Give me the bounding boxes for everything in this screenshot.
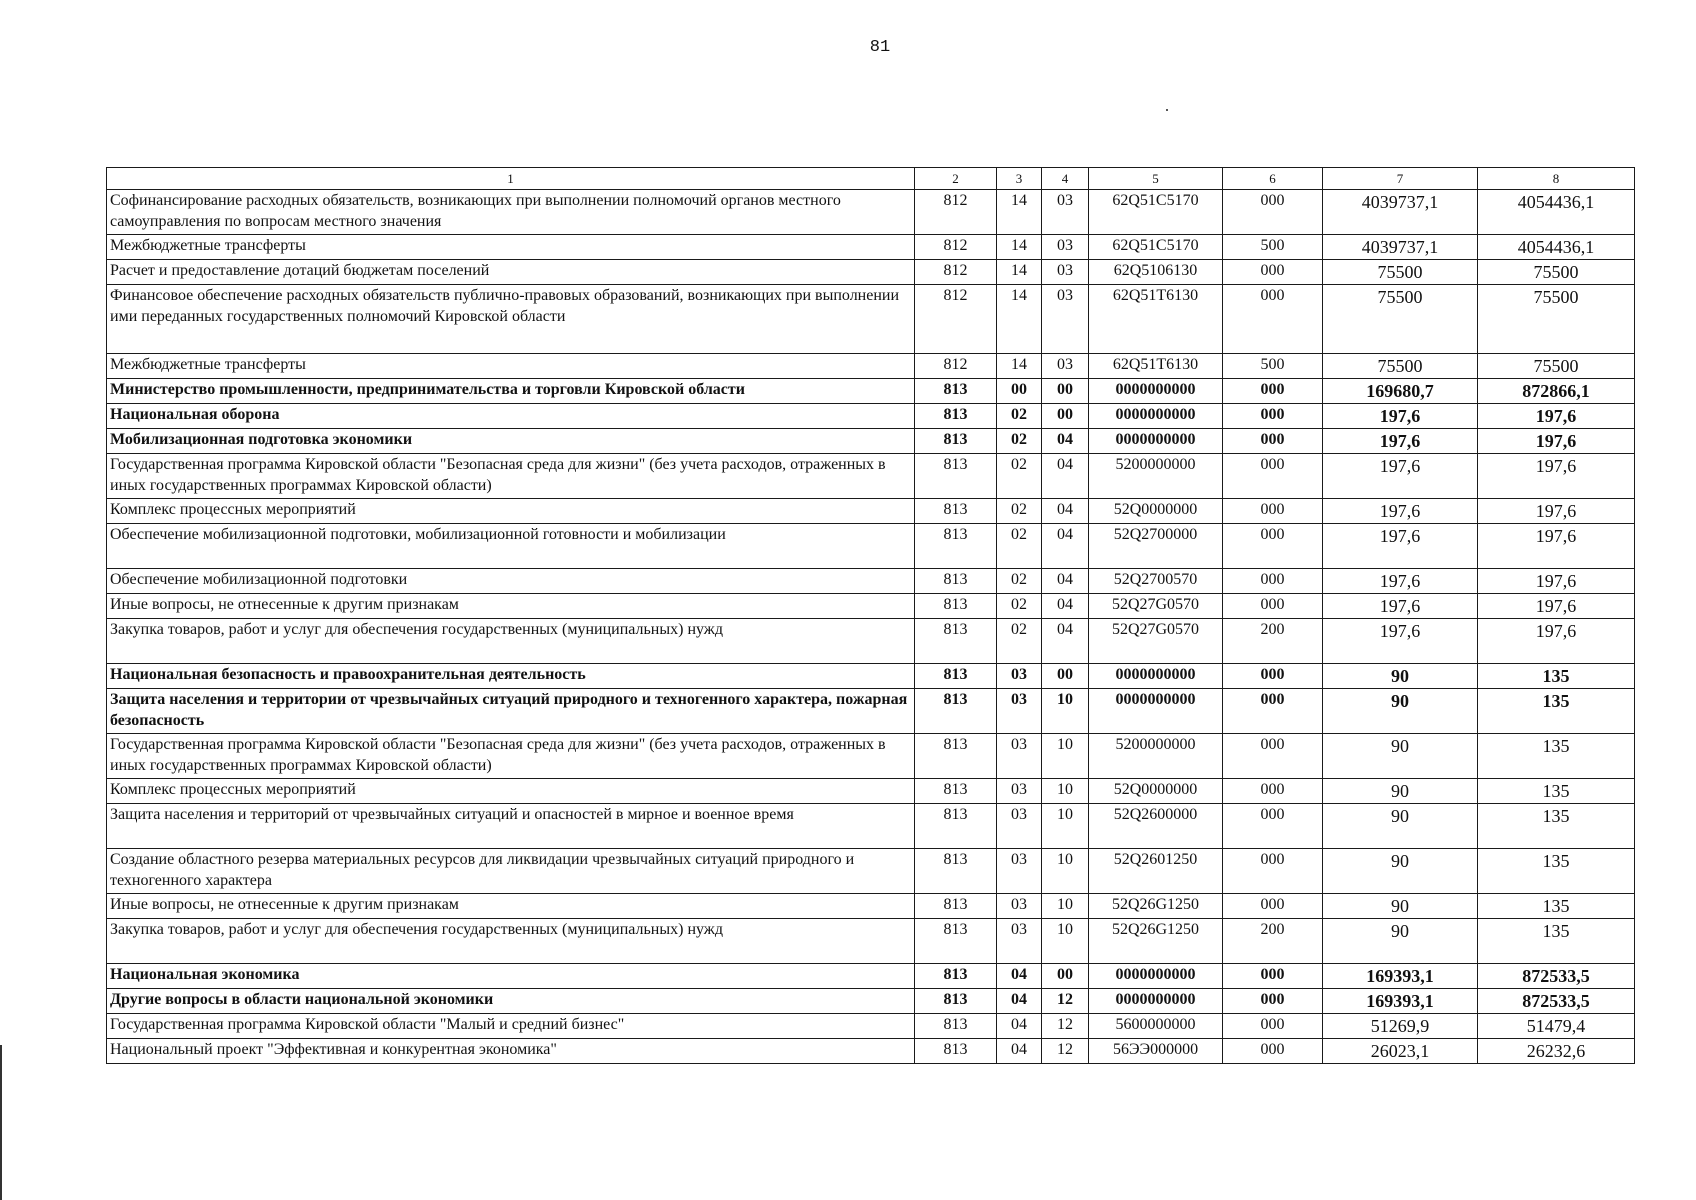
expense-type-cell: 500 (1223, 354, 1323, 379)
amount-year1-cell: 90 (1323, 779, 1478, 804)
subsection-cell: 12 (1042, 1039, 1089, 1064)
table-row (107, 404, 1635, 429)
amount-year1-cell: 90 (1323, 734, 1478, 779)
amount-year2-cell: 135 (1478, 689, 1635, 734)
expense-type-cell: 000 (1223, 804, 1323, 849)
section-cell: 02 (997, 524, 1042, 569)
table-row (107, 454, 1635, 499)
target-article-cell: 56ЭЭ000000 (1089, 1039, 1223, 1064)
table-row (107, 354, 1635, 379)
amount-year1-cell: 4039737,1 (1323, 190, 1478, 235)
item-name-cell: Государственная программа Кировской области "Безопасная среда для жизни" (без учета расходов, отраженных в иных государственных программах Кировской области) (107, 734, 915, 779)
amount-year2-cell: 135 (1478, 849, 1635, 894)
amount-year2-cell: 197,6 (1478, 619, 1635, 664)
amount-year2-cell: 135 (1478, 734, 1635, 779)
item-name-cell: Национальный проект "Эффективная и конкурентная экономика" (107, 1039, 915, 1064)
amount-year1-cell: 169393,1 (1323, 964, 1478, 989)
table-row (107, 964, 1635, 989)
subsection-cell: 10 (1042, 734, 1089, 779)
table-row (107, 779, 1635, 804)
subsection-cell: 04 (1042, 454, 1089, 499)
section-cell: 02 (997, 594, 1042, 619)
target-article-cell: 52Q26G1250 (1089, 919, 1223, 964)
target-article-cell: 52Q2700570 (1089, 569, 1223, 594)
amount-year2-cell: 197,6 (1478, 404, 1635, 429)
item-name-cell: Расчет и предоставление дотаций бюджетам поселений (107, 260, 915, 285)
target-article-cell: 5200000000 (1089, 734, 1223, 779)
table-row (107, 989, 1635, 1014)
expense-type-cell: 000 (1223, 429, 1323, 454)
table-body (107, 190, 1635, 1064)
admin-code-cell: 813 (915, 689, 997, 734)
expense-type-cell: 000 (1223, 989, 1323, 1014)
column-header: 6 (1223, 168, 1323, 190)
section-cell: 02 (997, 569, 1042, 594)
expense-type-cell: 000 (1223, 849, 1323, 894)
item-name-cell: Обеспечение мобилизационной подготовки (107, 569, 915, 594)
item-name-cell: Обеспечение мобилизационной подготовки, мобилизационной готовности и мобилизации (107, 524, 915, 569)
expense-type-cell: 000 (1223, 379, 1323, 404)
scan-artifact-edge (0, 1045, 2, 1200)
target-article-cell: 5200000000 (1089, 454, 1223, 499)
expense-type-cell: 000 (1223, 779, 1323, 804)
expense-type-cell: 000 (1223, 524, 1323, 569)
expense-type-cell: 500 (1223, 235, 1323, 260)
subsection-cell: 04 (1042, 429, 1089, 454)
admin-code-cell: 813 (915, 919, 997, 964)
amount-year1-cell: 90 (1323, 689, 1478, 734)
table-row (107, 524, 1635, 569)
item-name-cell: Национальная оборона (107, 404, 915, 429)
amount-year2-cell: 197,6 (1478, 429, 1635, 454)
table-row (107, 1039, 1635, 1064)
table-row (107, 235, 1635, 260)
admin-code-cell: 812 (915, 354, 997, 379)
admin-code-cell: 812 (915, 235, 997, 260)
section-cell: 04 (997, 1039, 1042, 1064)
admin-code-cell: 813 (915, 619, 997, 664)
expense-type-cell: 000 (1223, 454, 1323, 499)
expense-type-cell: 000 (1223, 664, 1323, 689)
section-cell: 02 (997, 499, 1042, 524)
amount-year1-cell: 197,6 (1323, 404, 1478, 429)
admin-code-cell: 813 (915, 499, 997, 524)
table-row (107, 804, 1635, 849)
target-article-cell: 52Q27G0570 (1089, 594, 1223, 619)
item-name-cell: Мобилизационная подготовка экономики (107, 429, 915, 454)
table-row (107, 734, 1635, 779)
amount-year2-cell: 197,6 (1478, 569, 1635, 594)
page-number: 81 (869, 38, 891, 57)
admin-code-cell: 813 (915, 594, 997, 619)
admin-code-cell: 813 (915, 664, 997, 689)
item-name-cell: Государственная программа Кировской области "Малый и средний бизнес" (107, 1014, 915, 1039)
target-article-cell: 0000000000 (1089, 664, 1223, 689)
subsection-cell: 00 (1042, 404, 1089, 429)
amount-year2-cell: 75500 (1478, 260, 1635, 285)
amount-year1-cell: 75500 (1323, 354, 1478, 379)
table-row (107, 379, 1635, 404)
section-cell: 14 (997, 260, 1042, 285)
admin-code-cell: 813 (915, 804, 997, 849)
target-article-cell: 52Q0000000 (1089, 499, 1223, 524)
expense-type-cell: 000 (1223, 1039, 1323, 1064)
admin-code-cell: 813 (915, 964, 997, 989)
admin-code-cell: 813 (915, 524, 997, 569)
section-cell: 04 (997, 989, 1042, 1014)
subsection-cell: 04 (1042, 619, 1089, 664)
admin-code-cell: 813 (915, 1039, 997, 1064)
subsection-cell: 03 (1042, 190, 1089, 235)
section-cell: 03 (997, 734, 1042, 779)
expense-type-cell: 200 (1223, 619, 1323, 664)
amount-year1-cell: 90 (1323, 919, 1478, 964)
subsection-cell: 12 (1042, 989, 1089, 1014)
admin-code-cell: 813 (915, 404, 997, 429)
target-article-cell: 0000000000 (1089, 689, 1223, 734)
admin-code-cell: 813 (915, 734, 997, 779)
subsection-cell: 00 (1042, 379, 1089, 404)
expense-type-cell: 000 (1223, 894, 1323, 919)
target-article-cell: 62Q51T6130 (1089, 285, 1223, 354)
item-name-cell: Комплекс процессных мероприятий (107, 779, 915, 804)
amount-year2-cell: 872533,5 (1478, 989, 1635, 1014)
section-cell: 02 (997, 429, 1042, 454)
amount-year2-cell: 872866,1 (1478, 379, 1635, 404)
section-cell: 02 (997, 454, 1042, 499)
amount-year1-cell: 169680,7 (1323, 379, 1478, 404)
section-cell: 14 (997, 285, 1042, 354)
target-article-cell: 0000000000 (1089, 989, 1223, 1014)
column-header: 5 (1089, 168, 1223, 190)
item-name-cell: Межбюджетные трансферты (107, 235, 915, 260)
amount-year2-cell: 135 (1478, 664, 1635, 689)
expense-type-cell: 000 (1223, 190, 1323, 235)
subsection-cell: 03 (1042, 354, 1089, 379)
table-row (107, 190, 1635, 235)
amount-year2-cell: 135 (1478, 919, 1635, 964)
subsection-cell: 00 (1042, 664, 1089, 689)
subsection-cell: 10 (1042, 849, 1089, 894)
item-name-cell: Финансовое обеспечение расходных обязательств публично-правовых образований, возникающих при выполнении ими переданных государственных полномочий Кировской области (107, 285, 915, 354)
item-name-cell: Национальная безопасность и правоохранительная деятельность (107, 664, 915, 689)
subsection-cell: 04 (1042, 594, 1089, 619)
table-row (107, 919, 1635, 964)
section-cell: 04 (997, 1014, 1042, 1039)
admin-code-cell: 813 (915, 894, 997, 919)
amount-year1-cell: 90 (1323, 664, 1478, 689)
section-cell: 03 (997, 894, 1042, 919)
table-row (107, 594, 1635, 619)
scan-artifact-dot (1166, 109, 1168, 111)
expense-type-cell: 000 (1223, 1014, 1323, 1039)
item-name-cell: Иные вопросы, не отнесенные к другим признакам (107, 894, 915, 919)
amount-year1-cell: 197,6 (1323, 569, 1478, 594)
amount-year1-cell: 4039737,1 (1323, 235, 1478, 260)
amount-year2-cell: 135 (1478, 779, 1635, 804)
table-row (107, 689, 1635, 734)
table-row (107, 260, 1635, 285)
item-name-cell: Государственная программа Кировской области "Безопасная среда для жизни" (без учета расходов, отраженных в иных государственных программах Кировской области) (107, 454, 915, 499)
admin-code-cell: 813 (915, 989, 997, 1014)
table-row (107, 569, 1635, 594)
table-row (107, 285, 1635, 354)
amount-year2-cell: 872533,5 (1478, 964, 1635, 989)
item-name-cell: Софинансирование расходных обязательств, возникающих при выполнении полномочий органов местного самоуправления по вопросам местного значения (107, 190, 915, 235)
expense-type-cell: 000 (1223, 260, 1323, 285)
item-name-cell: Закупка товаров, работ и услуг для обеспечения государственных (муниципальных) нужд (107, 619, 915, 664)
item-name-cell: Создание областного резерва материальных ресурсов для ликвидации чрезвычайных ситуаций природного и техногенного характера (107, 849, 915, 894)
amount-year1-cell: 197,6 (1323, 429, 1478, 454)
item-name-cell: Защита населения и территорий от чрезвычайных ситуаций и опасностей в мирное и военное время (107, 804, 915, 849)
admin-code-cell: 813 (915, 849, 997, 894)
item-name-cell: Другие вопросы в области национальной экономики (107, 989, 915, 1014)
subsection-cell: 04 (1042, 569, 1089, 594)
expense-type-cell: 000 (1223, 404, 1323, 429)
amount-year1-cell: 26023,1 (1323, 1039, 1478, 1064)
amount-year1-cell: 197,6 (1323, 594, 1478, 619)
section-cell: 03 (997, 804, 1042, 849)
target-article-cell: 52Q2700000 (1089, 524, 1223, 569)
target-article-cell: 62Q51T6130 (1089, 354, 1223, 379)
expense-type-cell: 000 (1223, 285, 1323, 354)
amount-year1-cell: 51269,9 (1323, 1014, 1478, 1039)
budget-table (106, 167, 1635, 1064)
amount-year1-cell: 75500 (1323, 260, 1478, 285)
table-row (107, 429, 1635, 454)
table-row (107, 499, 1635, 524)
amount-year1-cell: 197,6 (1323, 454, 1478, 499)
section-cell: 03 (997, 689, 1042, 734)
section-cell: 00 (997, 379, 1042, 404)
expense-type-cell: 000 (1223, 499, 1323, 524)
column-header: 7 (1323, 168, 1478, 190)
target-article-cell: 5600000000 (1089, 1014, 1223, 1039)
subsection-cell: 03 (1042, 260, 1089, 285)
target-article-cell: 0000000000 (1089, 379, 1223, 404)
section-cell: 02 (997, 404, 1042, 429)
amount-year1-cell: 90 (1323, 849, 1478, 894)
section-cell: 14 (997, 235, 1042, 260)
amount-year2-cell: 135 (1478, 894, 1635, 919)
section-cell: 03 (997, 849, 1042, 894)
column-header: 4 (1042, 168, 1089, 190)
subsection-cell: 12 (1042, 1014, 1089, 1039)
subsection-cell: 04 (1042, 524, 1089, 569)
column-header: 2 (915, 168, 997, 190)
amount-year2-cell: 26232,6 (1478, 1039, 1635, 1064)
subsection-cell: 04 (1042, 499, 1089, 524)
admin-code-cell: 813 (915, 454, 997, 499)
target-article-cell: 52Q27G0570 (1089, 619, 1223, 664)
target-article-cell: 62Q51C5170 (1089, 190, 1223, 235)
amount-year1-cell: 90 (1323, 804, 1478, 849)
column-header: 8 (1478, 168, 1635, 190)
amount-year1-cell: 197,6 (1323, 524, 1478, 569)
amount-year1-cell: 197,6 (1323, 619, 1478, 664)
subsection-cell: 00 (1042, 964, 1089, 989)
admin-code-cell: 813 (915, 429, 997, 454)
admin-code-cell: 812 (915, 190, 997, 235)
amount-year2-cell: 135 (1478, 804, 1635, 849)
amount-year2-cell: 51479,4 (1478, 1014, 1635, 1039)
table-row (107, 619, 1635, 664)
amount-year2-cell: 75500 (1478, 285, 1635, 354)
expense-type-cell: 000 (1223, 964, 1323, 989)
section-cell: 03 (997, 779, 1042, 804)
table-row (107, 894, 1635, 919)
subsection-cell: 03 (1042, 285, 1089, 354)
section-cell: 14 (997, 190, 1042, 235)
table-row (107, 849, 1635, 894)
table-row (107, 1014, 1635, 1039)
item-name-cell: Министерство промышленности, предпринимательства и торговли Кировской области (107, 379, 915, 404)
target-article-cell: 0000000000 (1089, 404, 1223, 429)
subsection-cell: 10 (1042, 779, 1089, 804)
amount-year1-cell: 197,6 (1323, 499, 1478, 524)
target-article-cell: 52Q2601250 (1089, 849, 1223, 894)
item-name-cell: Межбюджетные трансферты (107, 354, 915, 379)
table-row (107, 664, 1635, 689)
amount-year2-cell: 4054436,1 (1478, 235, 1635, 260)
amount-year1-cell: 169393,1 (1323, 989, 1478, 1014)
expense-type-cell: 000 (1223, 689, 1323, 734)
item-name-cell: Комплекс процессных мероприятий (107, 499, 915, 524)
expense-type-cell: 000 (1223, 569, 1323, 594)
admin-code-cell: 813 (915, 1014, 997, 1039)
expense-type-cell: 200 (1223, 919, 1323, 964)
table-header-row (107, 168, 1635, 190)
target-article-cell: 52Q2600000 (1089, 804, 1223, 849)
amount-year2-cell: 4054436,1 (1478, 190, 1635, 235)
admin-code-cell: 813 (915, 379, 997, 404)
admin-code-cell: 813 (915, 569, 997, 594)
section-cell: 02 (997, 619, 1042, 664)
subsection-cell: 10 (1042, 804, 1089, 849)
amount-year1-cell: 90 (1323, 894, 1478, 919)
subsection-cell: 10 (1042, 689, 1089, 734)
admin-code-cell: 812 (915, 285, 997, 354)
section-cell: 14 (997, 354, 1042, 379)
target-article-cell: 52Q26G1250 (1089, 894, 1223, 919)
target-article-cell: 0000000000 (1089, 964, 1223, 989)
subsection-cell: 03 (1042, 235, 1089, 260)
section-cell: 04 (997, 964, 1042, 989)
expense-type-cell: 000 (1223, 734, 1323, 779)
target-article-cell: 62Q51C5170 (1089, 235, 1223, 260)
section-cell: 03 (997, 664, 1042, 689)
amount-year2-cell: 75500 (1478, 354, 1635, 379)
item-name-cell: Национальная экономика (107, 964, 915, 989)
admin-code-cell: 812 (915, 260, 997, 285)
expense-type-cell: 000 (1223, 594, 1323, 619)
column-header: 1 (107, 168, 915, 190)
amount-year2-cell: 197,6 (1478, 524, 1635, 569)
subsection-cell: 10 (1042, 919, 1089, 964)
section-cell: 03 (997, 919, 1042, 964)
item-name-cell: Защита населения и территории от чрезвычайных ситуаций природного и техногенного характера, пожарная безопасность (107, 689, 915, 734)
amount-year2-cell: 197,6 (1478, 499, 1635, 524)
item-name-cell: Закупка товаров, работ и услуг для обеспечения государственных (муниципальных) нужд (107, 919, 915, 964)
target-article-cell: 62Q5106130 (1089, 260, 1223, 285)
subsection-cell: 10 (1042, 894, 1089, 919)
item-name-cell: Иные вопросы, не отнесенные к другим признакам (107, 594, 915, 619)
amount-year2-cell: 197,6 (1478, 454, 1635, 499)
admin-code-cell: 813 (915, 779, 997, 804)
target-article-cell: 0000000000 (1089, 429, 1223, 454)
column-header: 3 (997, 168, 1042, 190)
amount-year1-cell: 75500 (1323, 285, 1478, 354)
target-article-cell: 52Q0000000 (1089, 779, 1223, 804)
amount-year2-cell: 197,6 (1478, 594, 1635, 619)
